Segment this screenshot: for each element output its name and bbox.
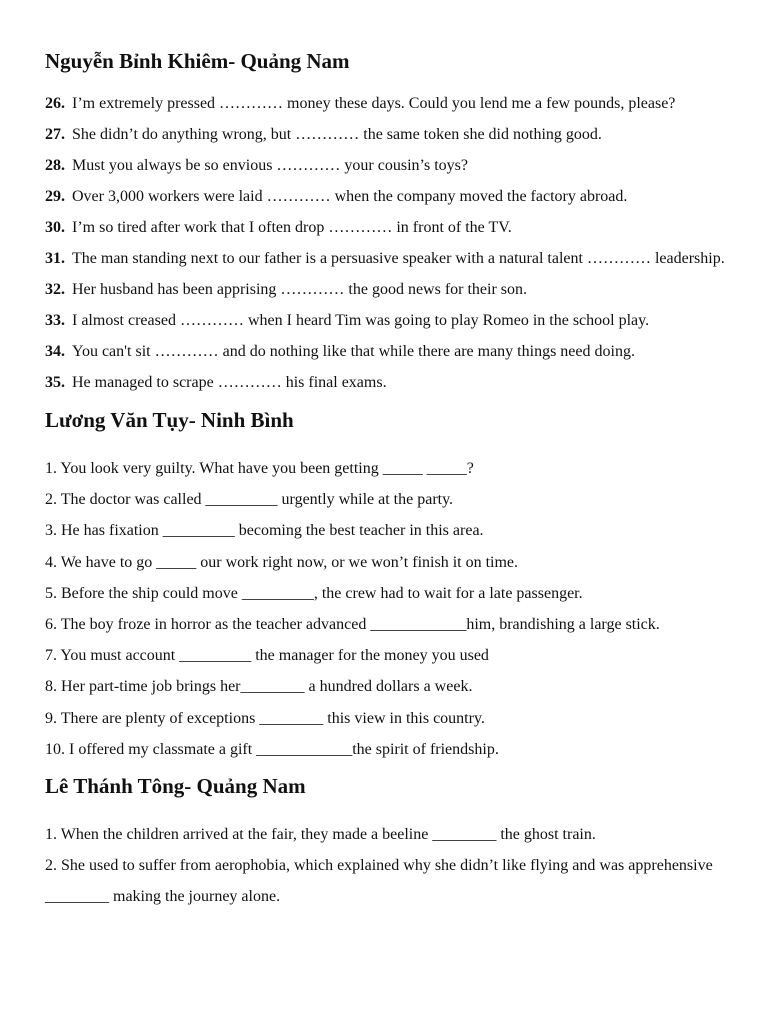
question-item: 8. Her part-time job brings her________ a hundred dollars a week.: [45, 678, 473, 696]
question-item: [45, 243, 728, 274]
question-item: 1. When the children arrived at the fair, they made a beeline ________ the ghost train.: [45, 826, 596, 844]
question-item: [45, 305, 728, 336]
question-number: 29.: [45, 188, 65, 205]
question-number: 32.: [45, 281, 65, 298]
question-text: Must you always be so envious ………… your cousin’s toys?: [72, 157, 468, 174]
question-item: 2. She used to suffer from aerophobia, which explained why she didn’t like flying and was apprehensive ________ making the journey alone.: [45, 857, 713, 906]
question-number: 27.: [45, 126, 65, 143]
question-text: You can't sit ………… and do nothing like that while there are many things need doing.: [72, 343, 635, 360]
question-text: I’m extremely pressed ………… money these days. Could you lend me a few pounds, please?: [72, 95, 676, 112]
section-title-le-thanh-tong: Lê Thánh Tông- Quảng Nam: [45, 774, 306, 799]
question-item: 2. The doctor was called _________ urgently while at the party.: [45, 491, 454, 509]
question-item: 3. He has fixation _________ becoming the best teacher in this area.: [45, 522, 484, 540]
question-number: 34.: [45, 343, 65, 360]
question-text: I’m so tired after work that I often drop ………… in front of the TV.: [72, 219, 512, 236]
question-item: [45, 181, 728, 212]
question-item: 1. You look very guilty. What have you been getting _____ _____?: [45, 460, 474, 477]
question-text: He managed to scrape ………… his final exams.: [72, 374, 387, 391]
question-text: The man standing next to our father is a persuasive speaker with a natural talent ………… leadership.: [72, 250, 725, 267]
question-item: [45, 212, 728, 243]
question-item: 7. You must account _________ the manager for the money you used: [45, 647, 489, 665]
section-title-nguyen-binh-khiem: Nguyễn Bỉnh Khiêm- Quảng Nam: [45, 49, 350, 73]
question-item: [45, 119, 728, 150]
question-item: [45, 367, 728, 398]
question-list-section-1: [45, 88, 728, 398]
question-number: 28.: [45, 157, 65, 174]
question-list-section-2: [45, 453, 728, 765]
question-number: 35.: [45, 374, 65, 391]
question-number: 33.: [45, 312, 65, 329]
question-text: Her husband has been apprising ………… the good news for their son.: [72, 281, 528, 298]
question-item: [45, 336, 728, 367]
question-text: She didn’t do anything wrong, but ………… the same token she did nothing good.: [72, 126, 602, 143]
question-list-section-3: [45, 819, 728, 912]
question-item: [45, 150, 728, 181]
question-number: 30.: [45, 219, 65, 236]
question-item: 9. There are plenty of exceptions ________ this view in this country.: [45, 709, 485, 727]
question-item: [45, 88, 728, 119]
question-item: 10. I offered my classmate a gift ____________the spirit of friendship.: [45, 740, 499, 758]
section-title-luong-van-tuy: Lương Văn Tụy- Ninh Bình: [45, 408, 294, 432]
question-item: 5. Before the ship could move _________, the crew had to wait for a late passenger.: [45, 584, 583, 602]
question-item: 6. The boy froze in horror as the teacher advanced ____________him, brandishing a large stick.: [45, 616, 660, 634]
question-item: 4. We have to go _____ our work right now, or we won’t finish it on time.: [45, 553, 519, 571]
question-number: 26.: [45, 95, 65, 112]
question-text: Over 3,000 workers were laid ………… when the company moved the factory abroad.: [72, 188, 628, 205]
question-text: I almost creased ………… when I heard Tim was going to play Romeo in the school play.: [72, 312, 650, 329]
question-item: [45, 274, 728, 305]
question-number: 31.: [45, 250, 65, 267]
